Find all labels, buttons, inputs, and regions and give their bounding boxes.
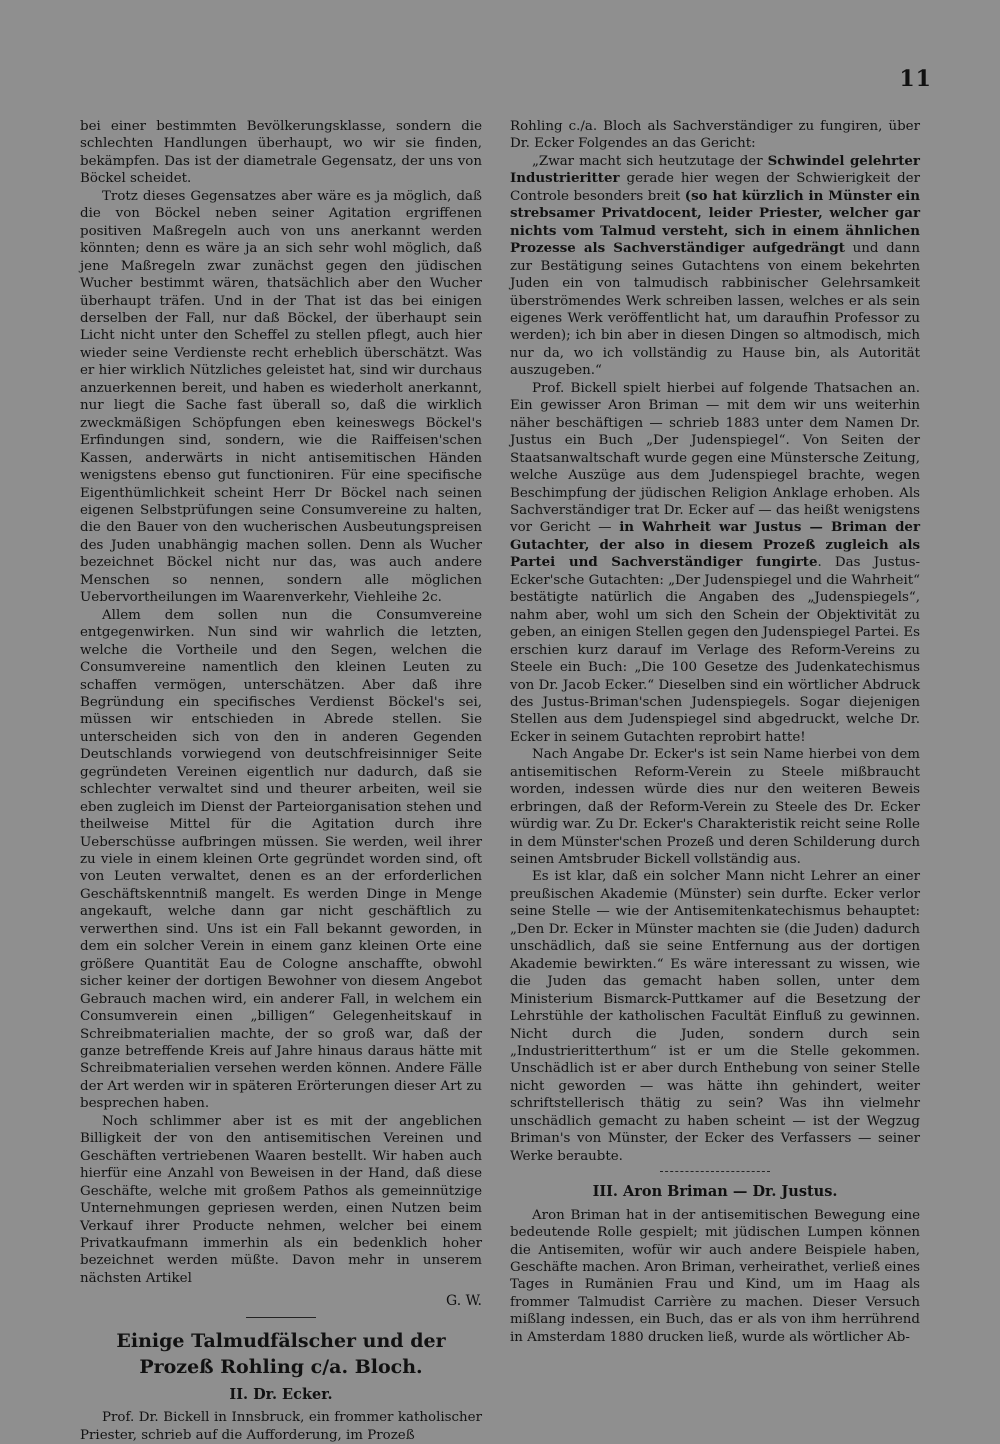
emphasis-text: Schwindel gelehrter Industrieritter (510, 152, 920, 187)
article-title: Einige Talmudfälscher und der Prozeß Rohling c/a. Bloch. (116, 1329, 446, 1378)
paragraph (510, 380, 920, 747)
emphasis-text: in Wahrheit war Justus — Briman der Gutachter, der also in diesem Prozeß zugleich als Partei und Sachverständiger fungirte (510, 519, 921, 571)
emphasis-text: (so hat kürzlich in Münster ein strebsamer Privatdocent, leider Priester, welcher gar nichts vom Talmud versteht, sich in einem ähnlichen Prozesse als Sachverständiger aufgedrängt (510, 187, 920, 257)
quote-paragraph (510, 153, 920, 380)
text-run: gerade hier wegen der Schwierigkeit der Controle besonders breit (510, 171, 920, 204)
text-run: und dann zur Bestätigung seines Gutachtens von einem bekehrten Juden ein von talmudisch rabbinischer Gelehrsamkeit überströmendes Werk schreiben lassen, welches er als sein eigenes Werk veröffentlicht hat, um daraufhin Professor zu werden); ich bin aber in diesen Dingen so altmodisch, mich nur da, wo ich vollständig zu Hause bin, als Autorität auszugeben.“ (510, 241, 920, 379)
paragraph: Nach Angabe Dr. Ecker's ist sein Name hierbei von dem antisemitischen Reform-Verein zu Steele mißbraucht worden, indessen würde dies nur den weiteren Beweis erbringen, daß der Reform-Verein zu Steele des Dr. Ecker würdig war. Zu Dr. Ecker's Charakteristik reicht seine Rolle in dem Münster'schen Prozeß und deren Schilderung durch seinen Amtsbruder Bickell vollständig aus. (510, 747, 920, 868)
paragraph: bei einer bestimmten Bevölkerungsklasse, sondern die schlechten Handlungen überhaupt, wo wir sie finden, bekämpfen. Das ist der diametrale Gegensatz, der uns von Böckel scheidet. (80, 119, 482, 187)
paragraph: Rohling c./a. Bloch als Sachverständiger zu fungiren, über Dr. Ecker Folgendes an das Gericht: (510, 119, 920, 152)
article-subtitle: II. Dr. Ecker. (229, 1385, 333, 1403)
left-column (80, 118, 482, 1444)
text-run: Prof. Bickell spielt hierbei auf folgende Thatsachen an. Ein gewisser Aron Briman — mit dem wir uns weiterhin näher beschäftigen — schrieb 1883 unter dem Namen Dr. Justus ein Buch „Der Judenspiegel“. Von Seiten der Staatsanwaltschaft wurde gegen eine Münstersche Zeitung, welche Auszüge aus dem Judenspiegel brachte, wegen Beschimpfung der jüdischen Religion Anklage erhoben. Als Sachverständiger trat Dr. Ecker auf — das heißt wenigstens vor Gericht — (510, 380, 920, 536)
section-heading: III. Aron Briman — Dr. Justus. (592, 1183, 838, 1201)
paragraph: Noch schlimmer aber ist es mit der angeblichen Billigkeit der von den antisemitischen Vereinen und Geschäften vertriebenen Waaren bestellt. Wir haben auch hierfür eine Anzahl von Beweisen in der Hand, daß diese Geschäfte, welche mit großem Pathos als gemeinnützige Unternehmungen gepriesen werden, einen Nutzen beim Verkauf ihrer Producte nehmen, welcher bei einem Privatkaufmann immerhin als ein bedenklich hoher bezeichnet werden müßte. Davon mehr in unserem nächsten Artikel (80, 1113, 482, 1286)
divider-rule (660, 1171, 770, 1173)
paragraph: Allem dem sollen nun die Consumvereine entgegenwirken. Nun sind wir wahrlich die letzten, welche die Vortheile und den Segen, welchen die Consumvereine namentlich den kleinen Leuten zu schaffen vermögen, unterschätzen. Aber daß ihre Begründung ein specifisches Verdienst Böckel's sei, müssen wir entschieden in Abrede stellen. Sie unterscheiden sich von den in anderen Gegenden Deutschlands vorwiegend von deutschfreisinniger Seite gegründeten Vereinen eigentlich nur dadurch, daß sie schlechter verwaltet sind und theurer arbeiten, weil sie eben zugleich im Dienst der Parteiorganisation stehen und theilweise Mittel für die Agitation durch ihre Ueberschüsse aufbringen müssen. Sie werden, weil ihrer zu viele in einem kleinen Orte gegründet worden sind, oft von Leuten verwaltet, denen es an der erforderlichen Geschäftskenntniß mangelt. Es werden Dinge in Menge angekauft, welche dann gar nicht geschäftlich zu verwerthen sind. Uns ist ein Fall bekannt geworden, in dem ein solcher Verein in einem ganz kleinen Orte eine größere Quantität Eau de Cologne anschaffte, obwohl sicher keiner der dortigen Bewohner von diesem Angebot Gebrauch machen wird, ein anderer Fall, in welchem ein Consumverein einen „billigen“ Gelegenheitskauf in Schreibmaterialien machte, der so groß war, daß der ganze betreffende Kreis auf Jahre hinaus daraus hätte mit Schreibmaterialien versehen werden können. Andere Fälle der Art werden wir in späteren Erörterungen dieser Art zu besprechen haben. (80, 607, 482, 1112)
right-column (510, 118, 920, 1346)
divider-rule (246, 1317, 316, 1318)
page-number: 11 (899, 66, 932, 92)
paragraph: Trotz dieses Gegensatzes aber wäre es ja möglich, daß die von Böckel neben seiner Agitation ergriffenen positiven Maßregeln auch von uns anerkannt werden könnten; denn es wäre ja an sich sehr wohl möglich, daß jene Maßregeln zwar zunächst gegen den jüdischen Wucher bestimmt wären, thatsächlich aber den Wucher überhaupt träfen. Und in der That ist das bei einigen derselben der Fall, nur daß Böckel, der überhaupt sein Licht nicht unter den Scheffel zu stellen pflegt, auch hier wieder seine Verdienste recht erheblich überschätzt. Was er hier wirklich Nützliches geleistet hat, sind wir durchaus anzuerkennen bereit, und haben es wiederholt anerkannt, nur liegt die Sache fast überall so, daß die wirklich zweckmäßigen Schöpfungen eben keineswegs Böckel's Erfindungen sind, sondern, wie die Raiffeisen'schen Kassen, anderwärts in nicht antisemitischen Händen wenigstens ebenso gut functioniren. Für eine specifische Eigenthümlichkeit scheint Herr Dr Böckel nach seinen eigenen Selbstprüfungen seine Consumvereine zu halten, die den Bauer von den wucherischen Ausbeutungspreisen des Juden unabhängig machen sollen. Denn als Wucher bezeichnet Böckel nicht nur das, was auch andere Menschen so nennen, sondern alle möglichen Uebervortheilungen im Waarenverkehr, Viehleihe 2c. (80, 188, 482, 606)
paragraph: Prof. Dr. Bickell in Innsbruck, ein frommer katholischer Priester, schrieb auf die Aufforderung, im Prozeß (80, 1410, 482, 1443)
paragraph: Es ist klar, daß ein solcher Mann nicht Lehrer an einer preußischen Akademie (Münster) sein durfte. Ecker verlor seine Stelle — wie der Antisemitenkatechismus behauptet: „Den Dr. Ecker in Münster machten sie (die Juden) dadurch unschädlich, daß sie seine Entfernung aus der dortigen Akademie bewirkten.“ Es wäre interessant zu wissen, wie die Juden das gemacht haben sollen, unter dem Ministerium Bismarck-Puttkamer auf die Besetzung der Lehrstühle der katholischen Facultät Einfluß zu gewinnen. Nicht durch die Juden, sondern durch sein „Industrieritterthum“ ist er um die Stelle gekommen. Unschädlich ist er aber durch Enthebung von seiner Stelle nicht geworden — was hätte ihn gehindert, weiter schriftstellerisch thätig zu sein? Was ihn vielmehr unschädlich gemacht zu haben scheint — ist der Wegzug Briman's von Münster, der Ecker des Verfassers — seiner Werke beraubte. (510, 869, 920, 1164)
text-run: „Zwar macht sich heutzutage der (532, 153, 768, 169)
paragraph: Aron Briman hat in der antisemitischen Bewegung eine bedeutende Rolle gespielt; mit jüdischen Lumpen können die Antisemiten, wofür wir auch andere Beispiele haben, Geschäfte machen. Aron Briman, verheirathet, verließ eines Tages in Rumänien Frau und Kind, um im Haag als frommer Talmudist Carrière zu machen. Dieser Versuch mißlang indessen, ein Buch, das er als von ihm herrührend in Amsterdam 1880 drucken ließ, wurde als wörtlicher Ab- (510, 1207, 920, 1345)
text-run: . Das Justus-Ecker'sche Gutachten: „Der Judenspiegel und die Wahrheit“ bestätigte natürlich die Angaben des „Judenspiegels“, nahm aber, wohl um sich den Schein der Objektivität zu geben, an einigen Stellen gegen den Judenspiegel Partei. Es erschien kurz darauf im Verlage des Reform-Vereins zu Steele ein Buch: „Die 100 Gesetze des Judenkatechismus von Dr. Jacob Ecker.“ Dieselben sind ein wörtlicher Abdruck des Justus-Briman'schen Judenspiegels. Sogar diejenigen Stellen aus dem Judenspiegel sind abgedruckt, welche Dr. Ecker in seinem Gutachten reprobirt hatte! (510, 555, 920, 745)
author-signature: G. W. (446, 1293, 482, 1310)
